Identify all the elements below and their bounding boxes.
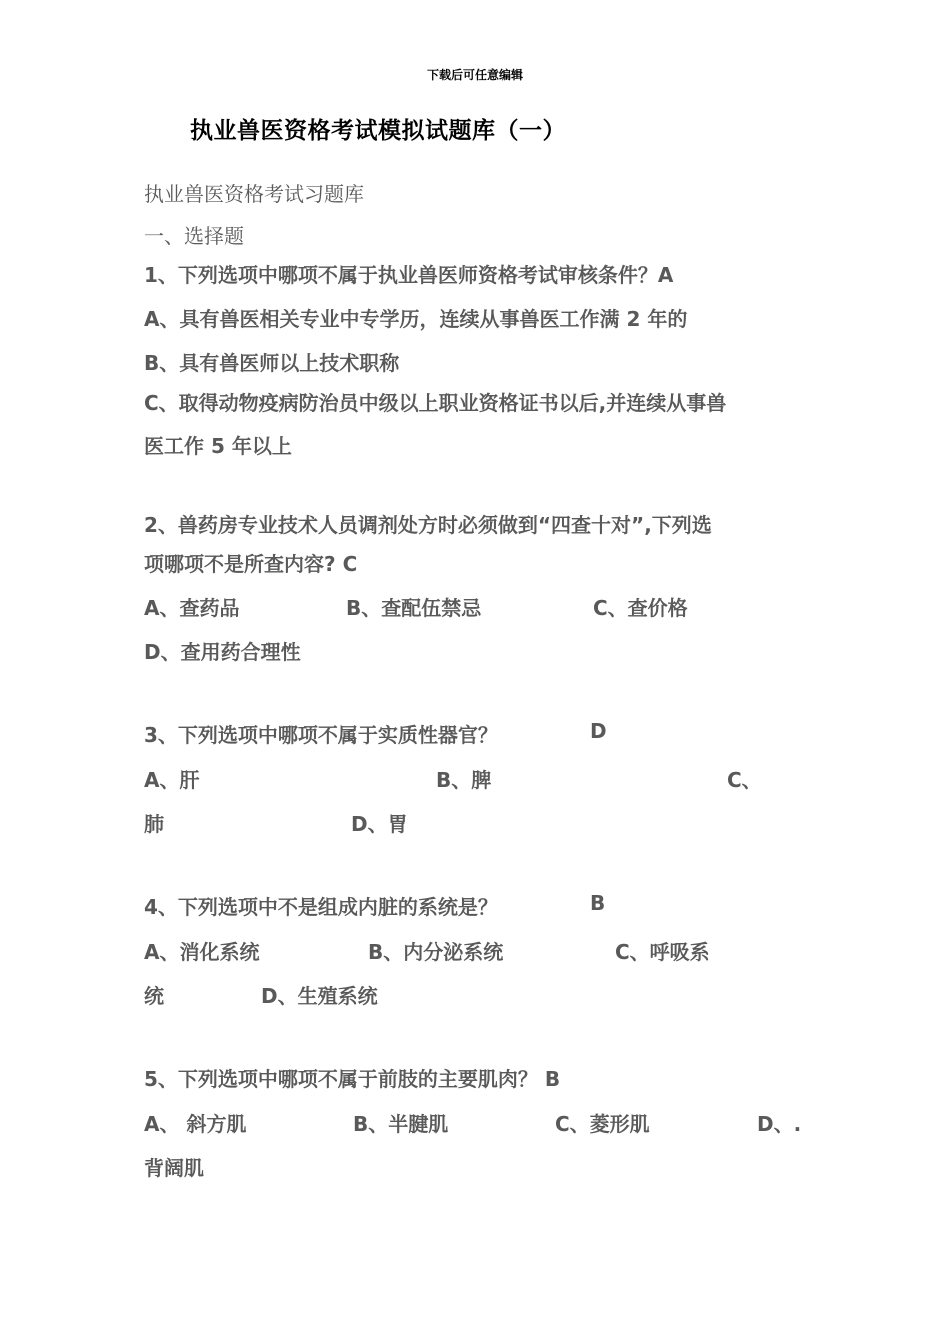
question-3-option-b: B、脾 [436, 768, 492, 792]
question-3-option-c: C、 [727, 768, 762, 792]
question-3-option-c-continued: 肺 [144, 812, 164, 836]
question-2-stem: 2、兽药房专业技术人员调剂处方时必须做到“四查十对”,下列选 [144, 513, 712, 537]
question-5-option-b: B、半腱肌 [353, 1112, 449, 1136]
header-note: 下载后可任意编辑 [426, 68, 523, 82]
question-1-option-b: B、具有兽医师以上技术职称 [144, 351, 400, 375]
question-5-option-d: D、. [757, 1112, 802, 1136]
question-4-option-b: B、内分泌系统 [368, 940, 504, 964]
question-2-option-b: B、查配伍禁忌 [346, 596, 482, 620]
question-5-option-c: C、菱形肌 [555, 1112, 650, 1136]
subtitle: 执业兽医资格考试习题库 [144, 182, 364, 206]
question-1-option-c: C、取得动物疫病防治员中级以上职业资格证书以后,并连续从事兽 [144, 391, 727, 415]
question-2-option-a: A、查药品 [144, 596, 240, 620]
question-1-option-a: A、具有兽医相关专业中专学历，连续从事兽医工作满 2 年的 [144, 307, 688, 331]
question-2-stem-continued: 项哪项不是所查内容? C [144, 552, 358, 576]
question-3-stem: 3、下列选项中哪项不属于实质性器官？ [144, 723, 498, 747]
question-2-option-d: D、查用药合理性 [144, 640, 301, 664]
question-3-option-d: D、胃 [351, 812, 408, 836]
document-title: 执业兽医资格考试模拟试题库（一） [190, 118, 566, 144]
question-4-stem: 4、下列选项中不是组成内脏的系统是？ [144, 895, 498, 919]
question-5-option-a: A、 斜方肌 [144, 1112, 247, 1136]
question-4-option-d: D、生殖系统 [261, 984, 378, 1008]
section-heading: 一、选择题 [144, 224, 244, 248]
question-4-option-c: C、呼吸系 [615, 940, 710, 964]
question-5-option-d-continued: 背阔肌 [144, 1156, 204, 1180]
question-3-answer: D [590, 719, 607, 743]
question-4-answer: B [590, 891, 606, 915]
question-2-option-c: C、查价格 [593, 596, 688, 620]
question-5-stem: 5、下列选项中哪项不属于前肢的主要肌肉？ B [144, 1067, 561, 1091]
question-1-stem: 1、下列选项中哪项不属于执业兽医师资格考试审核条件？A [144, 263, 674, 287]
question-4-option-c-continued: 统 [144, 984, 164, 1008]
question-1-option-c-continued: 医工作 5 年以上 [144, 434, 292, 458]
question-4-option-a: A、消化系统 [144, 940, 260, 964]
question-3-option-a: A、肝 [144, 768, 200, 792]
